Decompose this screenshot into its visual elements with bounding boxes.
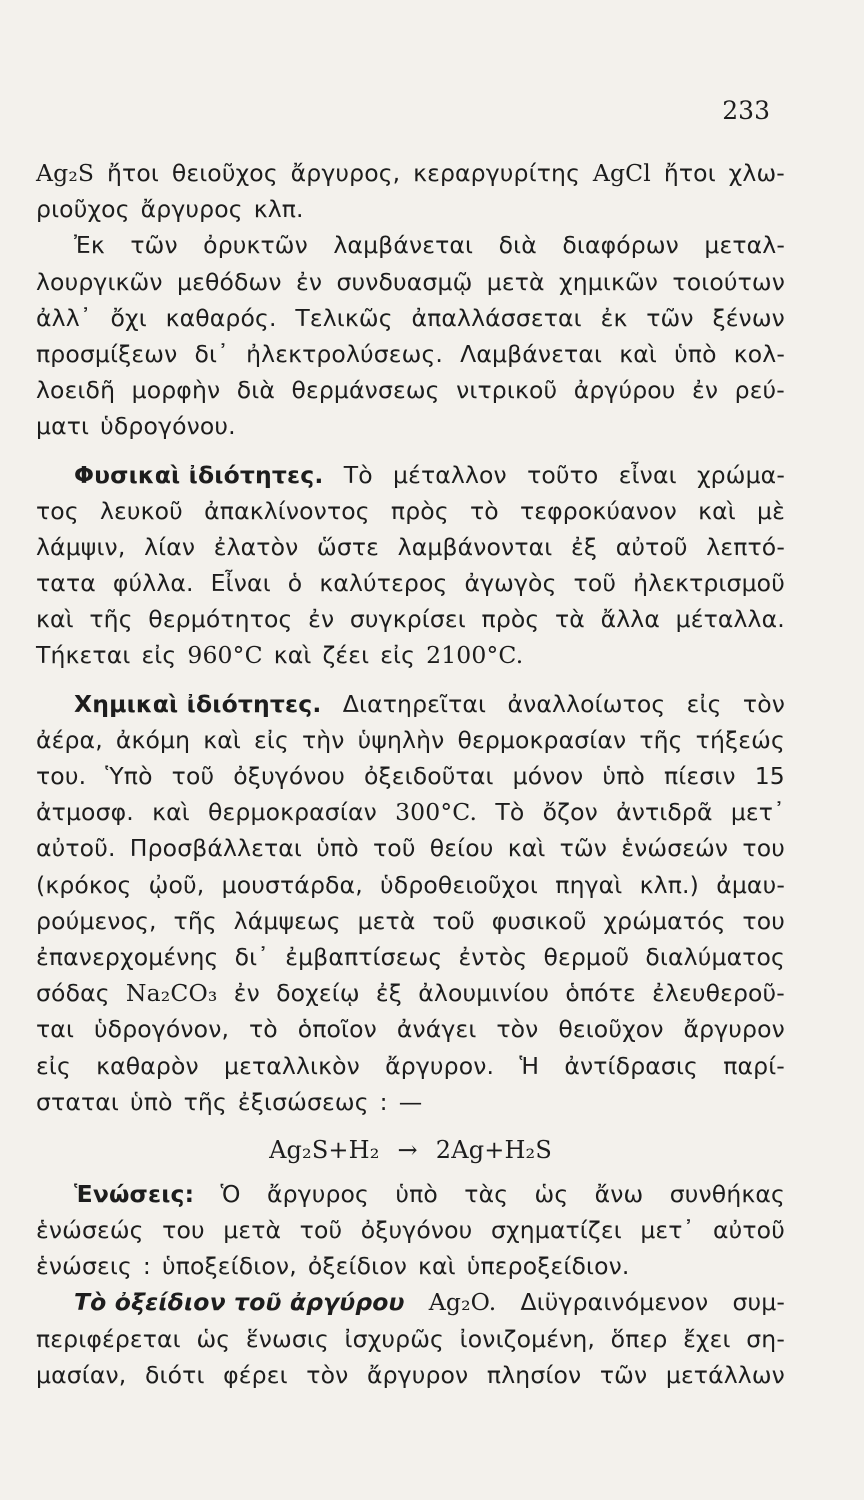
word: ἔχει <box>683 1324 731 1353</box>
word: Na₂CO₃ <box>125 979 218 1008</box>
word: ἀγωγὸς <box>464 569 557 598</box>
word: παρί- <box>723 1051 785 1080</box>
word: πηγαὶ <box>555 870 623 899</box>
word: νιτρικοῦ <box>456 376 558 405</box>
word: θερμοῦ <box>543 942 630 971</box>
word: ὁπότε <box>565 979 636 1008</box>
word: τοῦ <box>373 834 416 863</box>
word: διὰ <box>498 231 537 260</box>
word: ὀξειδοῦται <box>363 762 494 790</box>
equation-products: 2Ag+H₂S <box>435 1135 552 1164</box>
word: εἰς <box>254 725 289 754</box>
text-line <box>36 1048 785 1084</box>
word: τὴν <box>301 725 345 754</box>
word: εἶναι <box>618 460 677 489</box>
word: χημικῶν <box>558 267 659 296</box>
word: Προσβάλλεται <box>129 834 303 863</box>
word: τοῦ <box>299 1216 343 1245</box>
word: λεπτό- <box>706 532 785 561</box>
word: θερμότητος <box>148 605 293 634</box>
word: ἠλεκτρολύσεως. <box>246 339 444 368</box>
text-line <box>36 830 785 866</box>
word: θειοῦχον <box>558 1015 664 1044</box>
word: ἄλλα <box>600 605 660 634</box>
word: τὰς <box>464 1179 509 1208</box>
text-line <box>36 1212 785 1248</box>
word: καθαρὸν <box>96 1051 199 1080</box>
word: ἐν <box>295 267 323 296</box>
word: ἀργύρου <box>573 376 676 405</box>
body-text <box>36 155 785 1393</box>
word: — <box>398 1087 423 1116</box>
word: φύλλα. <box>112 569 194 598</box>
text-line <box>36 493 785 529</box>
word: συγκρίσει <box>349 605 466 634</box>
word: μεταλ- <box>704 231 785 260</box>
word: Τήκεται <box>36 641 131 670</box>
word: πρὸς <box>390 496 449 525</box>
word: πίεσιν <box>663 762 736 790</box>
word: μετὰ <box>357 906 416 935</box>
word: μετάλλων <box>665 1360 785 1389</box>
text-line <box>36 457 785 493</box>
word: ἄργυρος, <box>290 159 401 187</box>
word: σταται <box>36 1087 120 1116</box>
word: ὁποῖον <box>297 1015 377 1044</box>
word: Τὸ <box>495 798 525 827</box>
word: συνδυασμῷ <box>336 267 473 296</box>
word: τῆς <box>183 1087 227 1116</box>
reaction-equation <box>36 1130 785 1170</box>
word: ἀλουμινίου <box>418 979 550 1008</box>
word: ἑνώσεών <box>621 834 729 863</box>
word: ὑδρογόνον, <box>93 1015 230 1044</box>
word: ἐν <box>308 605 335 634</box>
word: ἐλευθεροῦ- <box>652 979 785 1008</box>
word: του <box>742 906 785 935</box>
word: συνθήκας <box>669 1179 785 1208</box>
text-line <box>36 1321 785 1357</box>
word: ὄζον <box>542 798 598 827</box>
word: ἄργυρον. <box>385 1051 495 1080</box>
word: ὑπὸ <box>395 1179 438 1208</box>
word: ἤτοι <box>663 159 716 187</box>
word: φέρει <box>223 1360 288 1389</box>
word: λίαν <box>144 532 196 561</box>
word: ἄνω <box>594 1179 644 1208</box>
word: τος <box>36 496 79 525</box>
word: ἐντὸς <box>458 942 528 971</box>
text-line <box>36 686 785 722</box>
text-line <box>36 565 785 601</box>
word: τῶν <box>646 303 694 332</box>
word: ἀνάγει <box>396 1015 477 1044</box>
word: χρώμα- <box>696 460 785 489</box>
word: ἐξ <box>570 532 598 561</box>
word: ἀπαλλάσσεται <box>411 303 582 332</box>
word: Τὸ ὀξείδιον τοῦ ἀργύρου <box>74 1288 405 1317</box>
word: Διατηρεῖται <box>342 689 487 718</box>
word: 960°C <box>187 641 263 670</box>
word: ἀκόμη <box>115 725 191 754</box>
word: καὶ <box>698 496 736 525</box>
word: περιφέρεται <box>36 1324 181 1353</box>
word: καὶ <box>203 725 241 754</box>
word: δοχείῳ <box>276 979 360 1008</box>
word: ὑψηλὴν <box>357 725 445 754</box>
text-line <box>36 794 785 830</box>
word: ριοῦχος <box>36 195 130 224</box>
word: ὀξυγόνου <box>233 762 345 790</box>
word: μετ᾽ <box>640 1216 695 1245</box>
text-line <box>36 722 785 758</box>
text-line <box>36 637 785 673</box>
word: μεταλλικὸν <box>224 1051 360 1080</box>
word: ἤτοι <box>106 159 159 187</box>
word: καθαρός. <box>165 303 277 332</box>
paragraph-gap <box>36 674 785 686</box>
word: : <box>142 1252 151 1281</box>
word: προσμίξεων <box>36 339 178 368</box>
word: θερμάνσεως <box>291 376 440 405</box>
word: ὑπὸ <box>674 339 717 368</box>
word: τῆς <box>89 605 133 634</box>
word: ἐλατὸν <box>213 532 299 561</box>
equation-arrow: → <box>397 1135 418 1164</box>
word: 300°C. <box>395 798 478 827</box>
word: καὶ <box>619 339 657 368</box>
word: ὥστε <box>317 532 380 561</box>
text-line <box>36 867 785 903</box>
text-line <box>36 155 785 191</box>
word: ὀρυκτῶν <box>203 231 308 260</box>
word: ἠλεκτρισμοῦ <box>633 569 785 598</box>
text-line <box>36 529 785 565</box>
word: ὑπὸ <box>602 762 645 790</box>
word: ἐμβαπτίσεως <box>285 942 443 971</box>
word: Ἑνώσεις: <box>74 1179 195 1208</box>
word: του <box>162 1216 205 1245</box>
word: θερμοκρασίαν <box>457 725 627 754</box>
word: λαμβάνεται <box>333 231 474 260</box>
word: πλησίον <box>486 1360 582 1389</box>
word: Ὑπὸ <box>105 762 153 790</box>
word: ἰσχυρῶς <box>344 1324 445 1353</box>
word: θερμοκρασίαν <box>208 798 377 827</box>
word: αὐτοῦ <box>615 532 688 561</box>
text-line <box>36 601 785 637</box>
word: εἰς <box>141 641 177 670</box>
word: μασίαν, <box>36 1360 127 1389</box>
word: τῆς <box>639 725 683 754</box>
word: τεφροκύανον <box>520 496 677 525</box>
word: ρούμενος, <box>36 906 157 935</box>
word: καὶ <box>36 605 74 634</box>
word: πρὸς <box>481 605 540 634</box>
word: κολ- <box>733 339 785 368</box>
word: ἐκ <box>600 303 628 332</box>
word: καὶ <box>152 798 190 827</box>
word: μέταλλα. <box>675 605 785 634</box>
word: μετὰ <box>486 267 545 296</box>
word: (κρόκος <box>36 870 132 899</box>
word: τὸν <box>306 1360 349 1389</box>
word: Διϋγραινόμενον <box>520 1288 709 1317</box>
word: κεραργυρίτης <box>413 159 581 187</box>
word: τοῦ <box>573 569 617 598</box>
word: ὑποξείδιον, <box>161 1252 297 1281</box>
word: κλπ.) <box>639 870 699 899</box>
text-line <box>36 408 785 444</box>
word: συμ- <box>732 1288 785 1317</box>
word: καὶ <box>418 1252 456 1281</box>
word: τοῦ <box>432 906 475 935</box>
word: τοιούτων <box>672 267 785 296</box>
word: ζέει <box>322 641 370 670</box>
word: Λαμβάνεται <box>460 339 603 368</box>
word: αὐτοῦ. <box>36 834 116 863</box>
word: Εἶναι <box>210 569 271 598</box>
text-line <box>36 758 785 794</box>
text-line <box>36 1284 785 1320</box>
word: ἐξισώσεως <box>237 1087 369 1116</box>
word: ἀντιδρᾶ <box>616 798 713 827</box>
word: Χημικαὶ ἰδιότητες. <box>74 689 322 718</box>
word: τὸ <box>248 1015 278 1044</box>
word: κλπ. <box>253 195 304 224</box>
word: χλω- <box>728 159 785 187</box>
text-line <box>36 1357 785 1393</box>
text-line <box>36 191 785 227</box>
text-line <box>36 1011 785 1047</box>
word: λευκοῦ <box>99 496 183 525</box>
word: ἄργυρος <box>266 1179 370 1208</box>
word: μετ᾽ <box>730 798 785 827</box>
word: ἐπανερχομένης <box>36 942 219 971</box>
word: ξένων <box>712 303 785 332</box>
text-line <box>36 300 785 336</box>
word: ση- <box>746 1324 785 1353</box>
word: τοῦτο <box>527 460 599 489</box>
word: εἰς <box>36 1051 71 1080</box>
word: τατα <box>36 569 96 598</box>
word: ἐξ <box>375 979 403 1008</box>
word: διότι <box>145 1360 205 1389</box>
page-number: 233 <box>722 96 770 125</box>
word: μὲ <box>757 496 785 525</box>
word: μεθόδων <box>177 267 282 296</box>
word: εἰς <box>686 689 722 718</box>
word: διαφόρων <box>562 231 679 260</box>
word: ὄχι <box>110 303 147 332</box>
word: ὅπερ <box>610 1324 668 1353</box>
word: τῶν <box>130 231 178 260</box>
word: τῆς <box>173 906 217 935</box>
word: ρεύ- <box>734 376 785 405</box>
paragraph-block-2 <box>36 1176 785 1393</box>
text-line <box>36 975 785 1011</box>
word: ἑνώσεώς <box>36 1216 144 1245</box>
word: τὸν <box>742 689 785 718</box>
text-line <box>36 1084 785 1120</box>
equation-reactants: Ag₂S+H₂ <box>269 1135 380 1164</box>
word: ὁ <box>287 569 303 598</box>
word: χρώματός <box>603 906 726 935</box>
text-line <box>36 903 785 939</box>
word: ἐν <box>692 376 719 405</box>
word: ἕνωσις <box>245 1324 329 1353</box>
word: μορφὴν <box>131 376 221 405</box>
paragraph-block-1 <box>36 155 785 1120</box>
word: δι᾽ <box>194 339 229 368</box>
word: 2100°C. <box>426 641 524 670</box>
word: ἄργυρον <box>366 1360 469 1389</box>
word: ἰονιζομένη, <box>459 1324 596 1353</box>
word: Ag₂S <box>36 159 95 187</box>
word: μετὰ <box>223 1216 282 1245</box>
word: δι᾽ <box>234 942 270 971</box>
word: καὶ <box>507 834 546 863</box>
paragraph-gap <box>36 445 785 457</box>
word: του. <box>36 762 87 790</box>
text-line <box>36 939 785 975</box>
word: αὐτοῦ <box>712 1216 785 1245</box>
word: διαλύματος <box>645 942 785 971</box>
word: τῶν <box>559 834 608 863</box>
word: ἀντίδρασις <box>564 1051 698 1080</box>
word: διὰ <box>236 376 276 405</box>
word: Φυσικαὶ ἰδιότητες. <box>74 460 324 489</box>
word: ματι <box>36 412 90 441</box>
text-line <box>36 372 785 408</box>
word: μέταλλον <box>393 460 507 489</box>
word: Ag₂O. <box>428 1288 497 1317</box>
word: εἰς <box>380 641 416 670</box>
word: ὑπὸ <box>316 834 359 863</box>
word: φυσικοῦ <box>491 906 587 935</box>
text-line <box>36 1176 785 1212</box>
word: Τὸ <box>343 460 373 489</box>
word: τῶν <box>599 1360 648 1389</box>
word: Ἐκ <box>74 231 105 260</box>
word: τὸ <box>469 496 499 525</box>
word: ὑδρογόνου. <box>100 412 236 441</box>
word: θείου <box>429 834 494 863</box>
word: ἑνώσεις <box>36 1252 132 1281</box>
word: ἄργυρον <box>683 1015 785 1044</box>
word: ἄργυρος <box>140 195 243 224</box>
text-line <box>36 336 785 372</box>
word: μόνον <box>512 762 584 790</box>
text-line <box>36 227 785 263</box>
word: λάμψιν, <box>36 532 126 561</box>
word: ἀτμοσφ. <box>36 798 134 827</box>
word: ᾠοῦ, <box>148 870 205 899</box>
word: : <box>379 1087 388 1116</box>
word: ἀλλ᾽ <box>36 303 92 332</box>
word: ὑδροθειοῦχοι <box>380 870 539 899</box>
word: θειοῦχος <box>171 159 278 187</box>
word: τὸν <box>496 1015 539 1044</box>
word: σόδας <box>36 979 110 1008</box>
word: τὰ <box>555 605 585 634</box>
word: ἀναλλοίωτος <box>507 689 666 718</box>
word: καὶ <box>273 641 312 670</box>
word: ἀέρα, <box>36 725 103 754</box>
word: καλύτερος <box>319 569 448 598</box>
word: ὑπὸ <box>130 1087 173 1116</box>
word: ὑπεροξείδιον. <box>466 1252 630 1281</box>
word: ἀπακλίνοντος <box>204 496 370 525</box>
word: τήξεώς <box>695 725 785 754</box>
word: ἐν <box>233 979 260 1008</box>
word: τοῦ <box>171 762 215 790</box>
word: σχηματίζει <box>490 1216 622 1245</box>
word: του <box>742 834 785 863</box>
word: μουστάρδα, <box>221 870 363 899</box>
word: ται <box>36 1015 75 1044</box>
text-line <box>36 264 785 300</box>
word: AgCl <box>592 159 651 187</box>
word: Τελικῶς <box>295 303 393 332</box>
word: ὡς <box>534 1179 569 1208</box>
word: λαμβάνονται <box>397 532 553 561</box>
word: λουργικῶν <box>36 267 163 296</box>
word: ὡς <box>196 1324 231 1353</box>
word: ὀξυγόνου <box>360 1216 473 1245</box>
word: Ὁ <box>220 1179 241 1208</box>
word: Ἡ <box>519 1051 540 1080</box>
word: ὀξείδιον <box>307 1252 407 1281</box>
text-line <box>36 1248 785 1284</box>
word: λοειδῆ <box>36 376 116 405</box>
word: ἀμαυ- <box>716 870 785 899</box>
word: λάμψεως <box>233 906 341 935</box>
word: 15 <box>754 762 785 790</box>
